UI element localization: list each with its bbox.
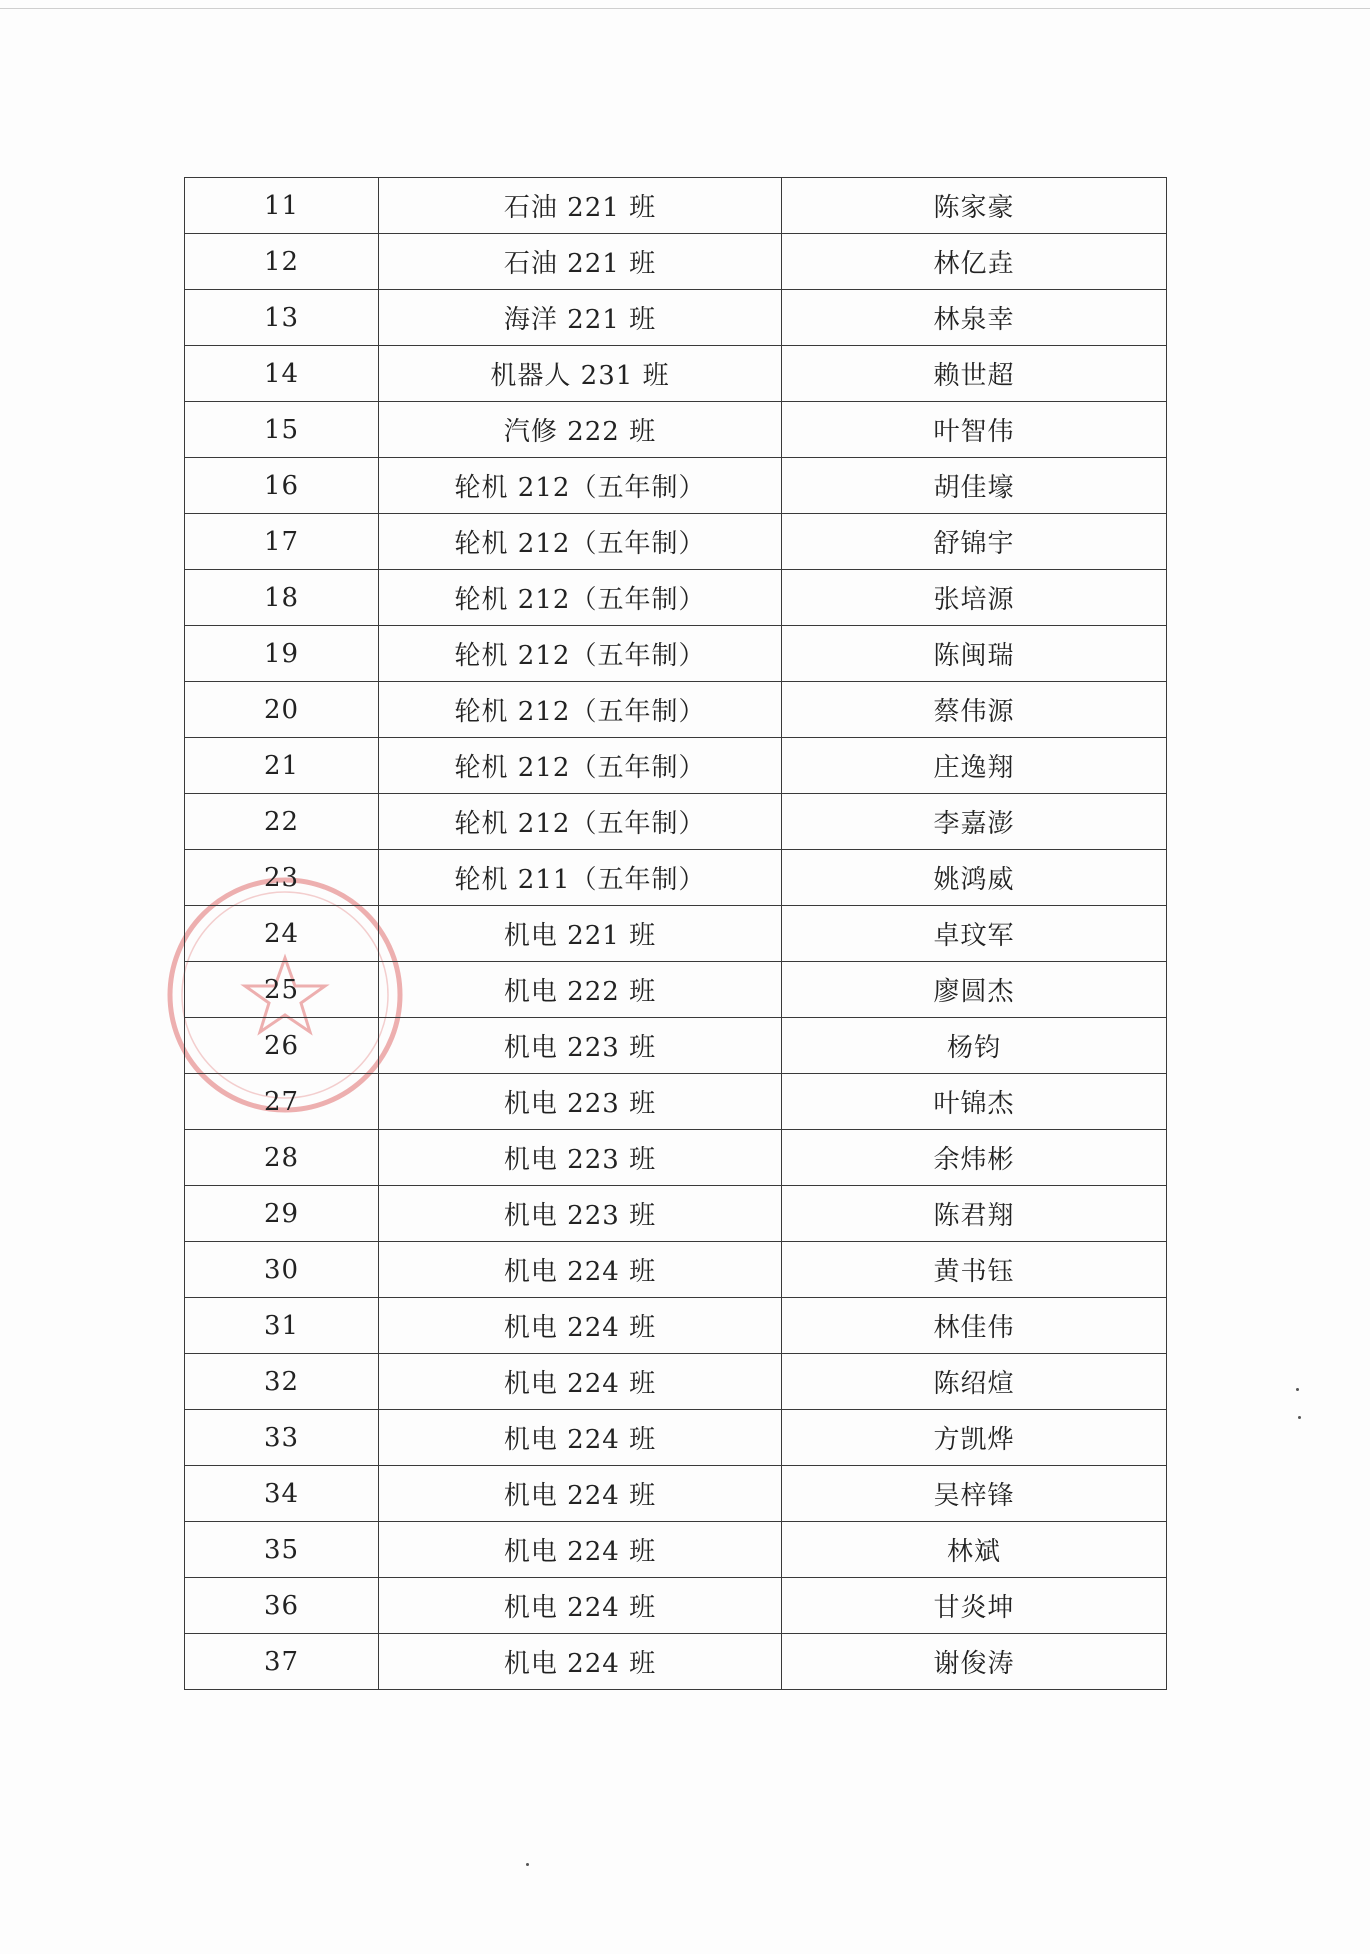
class-name: 机电 224 班 (379, 1466, 782, 1522)
student-name: 李嘉澎 (782, 794, 1167, 850)
table-row (185, 1186, 1167, 1242)
table-row (185, 906, 1167, 962)
row-number: 26 (185, 1018, 379, 1074)
row-number: 13 (185, 290, 379, 346)
row-number: 27 (185, 1074, 379, 1130)
table-row (185, 234, 1167, 290)
student-name: 舒锦宇 (782, 514, 1167, 570)
row-number: 12 (185, 234, 379, 290)
table-row (185, 1298, 1167, 1354)
class-name: 机电 223 班 (379, 1130, 782, 1186)
row-number: 15 (185, 402, 379, 458)
class-name: 机电 224 班 (379, 1298, 782, 1354)
student-name: 吴梓锋 (782, 1466, 1167, 1522)
class-name: 石油 221 班 (379, 234, 782, 290)
class-name: 机电 222 班 (379, 962, 782, 1018)
row-number: 31 (185, 1298, 379, 1354)
row-number: 22 (185, 794, 379, 850)
student-name: 杨钧 (782, 1018, 1167, 1074)
class-name: 汽修 222 班 (379, 402, 782, 458)
student-name: 谢俊涛 (782, 1634, 1167, 1690)
row-number: 35 (185, 1522, 379, 1578)
class-name: 轮机 212（五年制） (379, 626, 782, 682)
table-row (185, 1242, 1167, 1298)
row-number: 14 (185, 346, 379, 402)
table-row (185, 794, 1167, 850)
student-name: 叶锦杰 (782, 1074, 1167, 1130)
row-number: 24 (185, 906, 379, 962)
table-row (185, 178, 1167, 234)
student-name: 林泉幸 (782, 290, 1167, 346)
row-number: 21 (185, 738, 379, 794)
student-name: 张培源 (782, 570, 1167, 626)
row-number: 16 (185, 458, 379, 514)
row-number: 33 (185, 1410, 379, 1466)
class-name: 机电 224 班 (379, 1354, 782, 1410)
student-roster-table (184, 177, 1167, 1690)
table-row (185, 514, 1167, 570)
table-row (185, 458, 1167, 514)
class-name: 轮机 211（五年制） (379, 850, 782, 906)
table-row (185, 290, 1167, 346)
class-name: 机电 221 班 (379, 906, 782, 962)
class-name: 机电 224 班 (379, 1522, 782, 1578)
class-name: 轮机 212（五年制） (379, 682, 782, 738)
class-name: 轮机 212（五年制） (379, 738, 782, 794)
student-name: 卓玟军 (782, 906, 1167, 962)
class-name: 轮机 212（五年制） (379, 458, 782, 514)
table-row (185, 1522, 1167, 1578)
scan-speck (1298, 1416, 1301, 1419)
table-row (185, 1354, 1167, 1410)
table-row (185, 850, 1167, 906)
row-number: 19 (185, 626, 379, 682)
table-row (185, 1466, 1167, 1522)
student-name: 庄逸翔 (782, 738, 1167, 794)
student-name: 余炜彬 (782, 1130, 1167, 1186)
scan-speck (1296, 1388, 1299, 1391)
class-name: 机电 223 班 (379, 1018, 782, 1074)
student-name: 廖圆杰 (782, 962, 1167, 1018)
table-row (185, 962, 1167, 1018)
row-number: 34 (185, 1466, 379, 1522)
class-name: 机电 224 班 (379, 1634, 782, 1690)
class-name: 机电 223 班 (379, 1186, 782, 1242)
class-name: 轮机 212（五年制） (379, 570, 782, 626)
row-number: 32 (185, 1354, 379, 1410)
row-number: 18 (185, 570, 379, 626)
student-name: 林斌 (782, 1522, 1167, 1578)
table-row (185, 402, 1167, 458)
class-name: 机电 224 班 (379, 1242, 782, 1298)
row-number: 36 (185, 1578, 379, 1634)
student-name: 姚鸿威 (782, 850, 1167, 906)
student-name: 陈君翔 (782, 1186, 1167, 1242)
class-name: 机电 224 班 (379, 1578, 782, 1634)
student-name: 方凯烨 (782, 1410, 1167, 1466)
row-number: 29 (185, 1186, 379, 1242)
student-name: 甘炎坤 (782, 1578, 1167, 1634)
table-row (185, 346, 1167, 402)
table-row (185, 738, 1167, 794)
table-row (185, 1130, 1167, 1186)
student-name: 陈家豪 (782, 178, 1167, 234)
student-name: 叶智伟 (782, 402, 1167, 458)
row-number: 30 (185, 1242, 379, 1298)
row-number: 23 (185, 850, 379, 906)
student-name: 林佳伟 (782, 1298, 1167, 1354)
student-name: 黄书钰 (782, 1242, 1167, 1298)
class-name: 机电 223 班 (379, 1074, 782, 1130)
student-name: 陈闽瑞 (782, 626, 1167, 682)
table-row (185, 682, 1167, 738)
table-row (185, 570, 1167, 626)
class-name: 石油 221 班 (379, 178, 782, 234)
table-row (185, 1578, 1167, 1634)
student-name: 胡佳壕 (782, 458, 1167, 514)
table-row (185, 626, 1167, 682)
student-name: 赖世超 (782, 346, 1167, 402)
row-number: 17 (185, 514, 379, 570)
class-name: 海洋 221 班 (379, 290, 782, 346)
table-row (185, 1074, 1167, 1130)
table-row (185, 1018, 1167, 1074)
class-name: 机电 224 班 (379, 1410, 782, 1466)
class-name: 轮机 212（五年制） (379, 514, 782, 570)
student-name: 蔡伟源 (782, 682, 1167, 738)
row-number: 20 (185, 682, 379, 738)
row-number: 25 (185, 962, 379, 1018)
table-row (185, 1410, 1167, 1466)
class-name: 轮机 212（五年制） (379, 794, 782, 850)
class-name: 机器人 231 班 (379, 346, 782, 402)
student-name: 陈绍煊 (782, 1354, 1167, 1410)
row-number: 11 (185, 178, 379, 234)
row-number: 37 (185, 1634, 379, 1690)
scan-speck (526, 1863, 529, 1866)
row-number: 28 (185, 1130, 379, 1186)
student-name: 林亿垚 (782, 234, 1167, 290)
table-row (185, 1634, 1167, 1690)
page-top-rule (0, 8, 1370, 9)
